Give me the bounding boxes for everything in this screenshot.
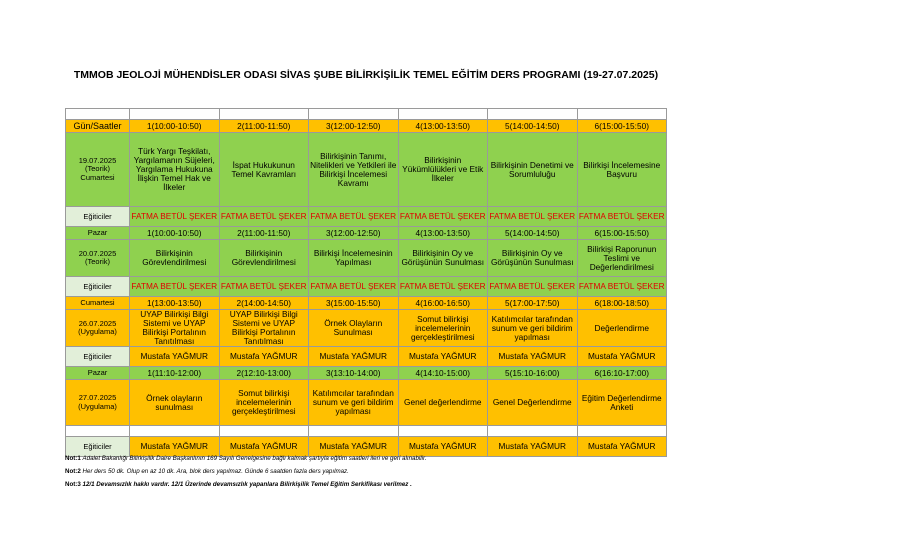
- instructor-cell: FATMA BETÜL ŞEKER: [309, 277, 399, 297]
- slot-cell: 6(18:00-18:50): [577, 297, 667, 310]
- slot-cell: 4(13:00-13:50): [398, 120, 488, 133]
- instructor-cell: FATMA BETÜL ŞEKER: [398, 207, 488, 227]
- course-cell: Genel Değerlendirme: [488, 380, 578, 426]
- slot-cell: 5(14:00-14:50): [488, 227, 578, 240]
- instructor-label: Eğiticiler: [66, 347, 130, 367]
- course-cell: Katılımcılar tarafından sunum ve geri bildirim yapılması: [309, 380, 399, 426]
- course-cell: Genel değerlendirme: [398, 380, 488, 426]
- course-cell: Bilirkişinin Görevlendirilmesi: [219, 240, 309, 277]
- slot-cell: 4(14:10-15:00): [398, 367, 488, 380]
- schedule-table: [65, 108, 667, 457]
- day4-header-row: [66, 367, 667, 380]
- slot-cell: 5(17:00-17:50): [488, 297, 578, 310]
- instructor-cell: FATMA BETÜL ŞEKER: [488, 207, 578, 227]
- day1-courses-row: [66, 133, 667, 207]
- course-cell: Bilirkişinin Yükümlülükleri ve Etik İlkeler: [398, 133, 488, 207]
- slot-cell: 3(13:10-14:00): [309, 367, 399, 380]
- slot-cell: 3(15:00-15:50): [309, 297, 399, 310]
- course-cell: Örnek Olayların Sunulması: [309, 310, 399, 347]
- course-cell: Bilirkişinin Oy ve Görüşünün Sunulması: [488, 240, 578, 277]
- instructor-cell: Mustafa YAĞMUR: [398, 347, 488, 367]
- instructor-cell: Mustafa YAĞMUR: [577, 347, 667, 367]
- slot-cell: 6(15:00-15:50): [577, 227, 667, 240]
- instructor-cell: Mustafa YAĞMUR: [130, 437, 220, 457]
- instructor-cell: Mustafa YAĞMUR: [577, 437, 667, 457]
- instructor-cell: Mustafa YAĞMUR: [309, 437, 399, 457]
- note-label: Not:1: [65, 455, 81, 462]
- slot-cell: 2(11:00-11:50): [219, 227, 309, 240]
- page-title: TMMOB JEOLOJİ MÜHENDİSLER ODASI SİVAS ŞUBE BİLİRKİŞİLİK TEMEL EĞİTİM DERS PROGRAMI (19-27.07.2025): [73, 69, 659, 81]
- slot-cell: 6(15:00-15:50): [577, 120, 667, 133]
- note-label: Not:3: [65, 481, 81, 488]
- header-label: Gün/Saatler: [66, 120, 130, 133]
- slot-cell: 6(16:10-17:00): [577, 367, 667, 380]
- day1-instructor-row: [66, 207, 667, 227]
- slot-cell: 1(10:00-10:50): [130, 120, 220, 133]
- instructor-cell: Mustafa YAĞMUR: [398, 437, 488, 457]
- day4-courses-row: [66, 380, 667, 426]
- day2-courses-row: [66, 240, 667, 277]
- course-cell: Bilirkişi Raporunun Teslimi ve Değerlendirilmesi: [577, 240, 667, 277]
- program-sheet: [65, 66, 667, 457]
- day3-label: 26.07.2025 (Uygulama): [66, 310, 130, 347]
- slot-cell: 5(14:00-14:50): [488, 120, 578, 133]
- course-cell: Somut bilirkişi incelemelerinin gerçekleştirilmesi: [219, 380, 309, 426]
- blank-row: [66, 426, 667, 437]
- slot-cell: 1(13:00-13:50): [130, 297, 220, 310]
- course-cell: Bilirkişi İncelemesinin Yapılması: [309, 240, 399, 277]
- note-text: 12/1 Devamsızlık hakkı vardır. 12/1 Üzerinde devamsızlık yapanlara Bilirkişilik Temel Eğitim Serkifikası verilmez .: [82, 481, 412, 488]
- course-cell: İspat Hukukunun Temel Kavramları: [219, 133, 309, 207]
- course-cell: Türk Yargı Teşkilatı, Yargılamanın Süjeleri, Yargılama Hukukuna İlişkin Temel Hak ve İlkeler: [130, 133, 220, 207]
- course-cell: Eğitim Değerlendirme Anketi: [577, 380, 667, 426]
- day4-label: 27.07.2025 (Uygulama): [66, 380, 130, 426]
- instructor-cell: FATMA BETÜL ŞEKER: [130, 207, 220, 227]
- course-cell: Bilirkişi İncelemesine Başvuru: [577, 133, 667, 207]
- instructor-cell: FATMA BETÜL ŞEKER: [309, 207, 399, 227]
- instructor-cell: Mustafa YAĞMUR: [219, 347, 309, 367]
- day2-header-row: [66, 227, 667, 240]
- course-cell: UYAP Bilirkişi Bilgi Sistemi ve UYAP Bilirkişi Portalının Tanıtılması: [219, 310, 309, 347]
- instructor-cell: Mustafa YAĞMUR: [488, 437, 578, 457]
- slot-cell: 2(11:00-11:50): [219, 120, 309, 133]
- day2-instructor-row: [66, 277, 667, 297]
- instructor-label: Eğiticiler: [66, 437, 130, 457]
- day3-instructor-row: [66, 347, 667, 367]
- slot-cell: 3(12:00-12:50): [309, 120, 399, 133]
- day4-header-label: Pazar: [66, 367, 130, 380]
- note-2: [65, 468, 865, 475]
- course-cell: UYAP Bilirkişi Bilgi Sistemi ve UYAP Bilirkişi Portalının Tanıtılması: [130, 310, 220, 347]
- slot-cell: 1(11:10-12:00): [130, 367, 220, 380]
- instructor-cell: Mustafa YAĞMUR: [219, 437, 309, 457]
- instructor-cell: FATMA BETÜL ŞEKER: [219, 277, 309, 297]
- slot-cell: 3(12:00-12:50): [309, 227, 399, 240]
- slot-cell: 4(16:00-16:50): [398, 297, 488, 310]
- note-text: Adalet Bakanlığı Bilirkişilik Daire Başkanlının 169 Sayılı Genelgesine bağlı kalmak şartıyla eğitim saatleri ileri ve geri alınabilir.: [82, 455, 427, 462]
- slot-cell: 1(10:00-10:50): [130, 227, 220, 240]
- instructor-label: Eğiticiler: [66, 207, 130, 227]
- course-cell: Somut bilirkişi incelemelerinin gerçekleştirilmesi: [398, 310, 488, 347]
- notes-section: [65, 455, 865, 494]
- day3-header-row: [66, 297, 667, 310]
- instructor-label: Eğiticiler: [66, 277, 130, 297]
- instructor-cell: FATMA BETÜL ŞEKER: [398, 277, 488, 297]
- course-cell: Bilirkişinin Denetimi ve Sorumluluğu: [488, 133, 578, 207]
- note-text: Her ders 50 dk. Olup en az 10 dk. Ara, blok ders yapılmaz. Günde 6 saatden fazla ders yapılmaz.: [82, 468, 349, 475]
- instructor-cell: Mustafa YAĞMUR: [488, 347, 578, 367]
- note-3: [65, 481, 865, 488]
- blank-row: [66, 109, 667, 120]
- day4-instructor-row: [66, 437, 667, 457]
- slot-cell: 5(15:10-16:00): [488, 367, 578, 380]
- instructor-cell: FATMA BETÜL ŞEKER: [130, 277, 220, 297]
- instructor-cell: FATMA BETÜL ŞEKER: [577, 277, 667, 297]
- day1-header-row: [66, 120, 667, 133]
- course-cell: Katılımcılar tarafından sunum ve geri bildirim yapılması: [488, 310, 578, 347]
- note-label: Not:2: [65, 468, 81, 475]
- day3-header-label: Cumartesi: [66, 297, 130, 310]
- course-cell: Değerlendirme: [577, 310, 667, 347]
- course-cell: Örnek olayların sunulması: [130, 380, 220, 426]
- course-cell: Bilirkişinin Görevlendirilmesi: [130, 240, 220, 277]
- slot-cell: 2(14:00-14:50): [219, 297, 309, 310]
- note-1: [65, 455, 865, 462]
- course-cell: Bilirkişinin Oy ve Görüşünün Sunulması: [398, 240, 488, 277]
- slot-cell: 2(12:10-13:00): [219, 367, 309, 380]
- course-cell: Bilirkişinin Tanımı, Nitelikleri ve Yetkileri ile Bilirkişi İncelemesi Kavramı: [309, 133, 399, 207]
- day3-courses-row: [66, 310, 667, 347]
- instructor-cell: Mustafa YAĞMUR: [309, 347, 399, 367]
- day2-header-label: Pazar: [66, 227, 130, 240]
- instructor-cell: FATMA BETÜL ŞEKER: [577, 207, 667, 227]
- day1-label: 19.07.2025 (Teorik) Cumartesi: [66, 133, 130, 207]
- instructor-cell: Mustafa YAĞMUR: [130, 347, 220, 367]
- day2-label: 20.07.2025 (Teorik): [66, 240, 130, 277]
- slot-cell: 4(13:00-13:50): [398, 227, 488, 240]
- instructor-cell: FATMA BETÜL ŞEKER: [219, 207, 309, 227]
- instructor-cell: FATMA BETÜL ŞEKER: [488, 277, 578, 297]
